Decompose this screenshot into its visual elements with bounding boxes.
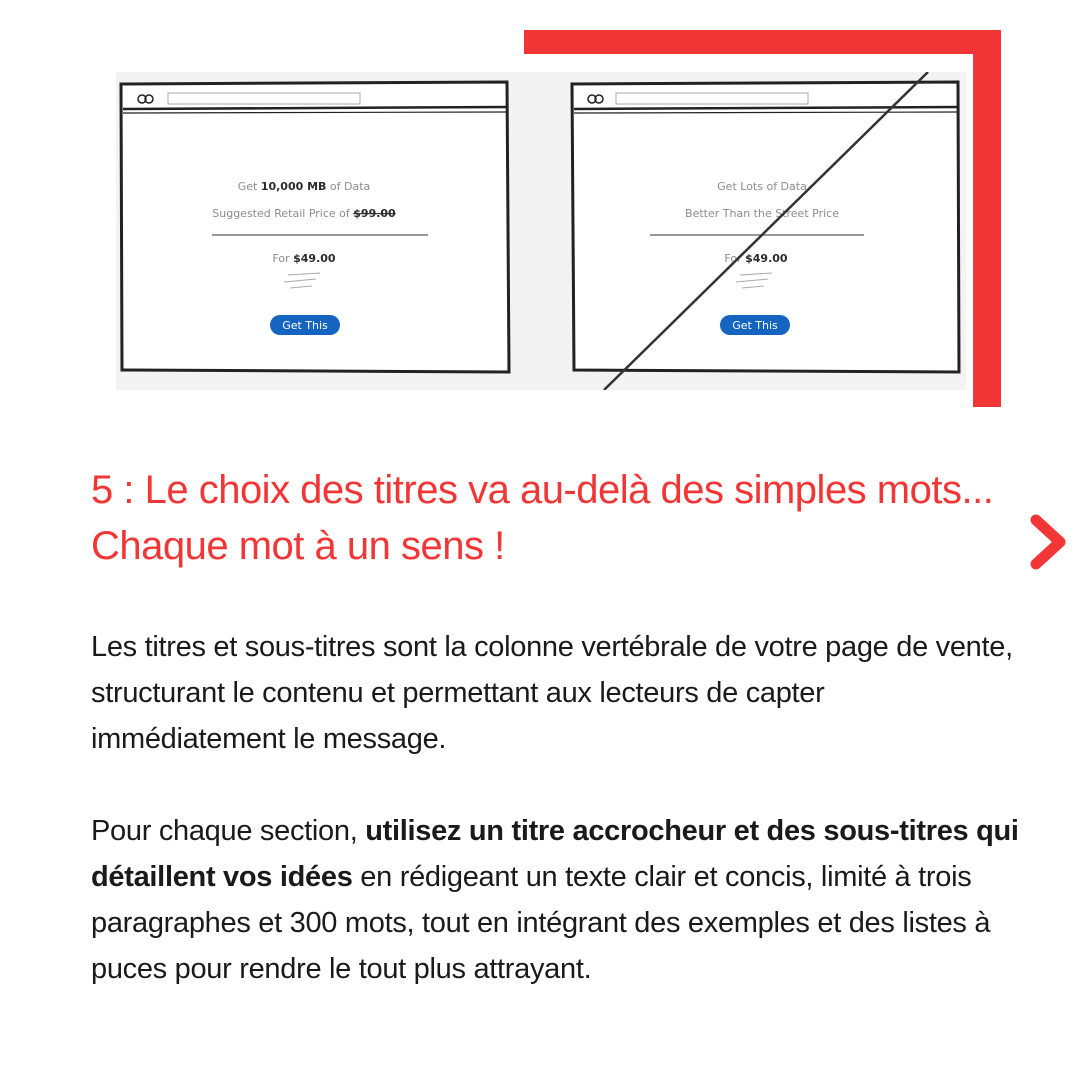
right-price-pre: For <box>724 252 746 265</box>
left-price: $49.00 <box>293 252 336 265</box>
left-browser-mockup <box>121 82 509 372</box>
paragraph-2-rest: en rédigeant un texte clair et concis, limité à trois paragraphes et 300 mots, tout en intégrant des exemples et des listes à puces pour rendre le tout plus attrayant. <box>91 861 991 985</box>
svg-text:For $49.00 <box>272 252 335 265</box>
right-browser-mockup <box>572 72 959 390</box>
left-line1-post: of Data <box>326 180 371 193</box>
right-line1: Get Lots of Data <box>717 180 807 193</box>
svg-text:Suggested Retail Price of $99. <box>212 207 396 220</box>
accent-frame-top <box>524 30 1001 54</box>
left-line2-strike: $99.00 <box>353 207 396 220</box>
accent-frame-right <box>973 30 1001 407</box>
chevron-right-icon[interactable] <box>1026 512 1072 572</box>
right-price: $49.00 <box>745 252 788 265</box>
left-button-label: Get This <box>282 319 328 332</box>
sales-page-illustration <box>116 72 966 390</box>
left-line1-bold: 10,000 MB <box>260 180 327 193</box>
paragraph-2-bold: utilisez un titre accrocheur et des sous-titres qui détaillent vos idées <box>91 815 1019 893</box>
paragraph-1: Les titres et sous-titres sont la colonne vertébrale de votre page de vente, structurant le contenu et permettant aux lecteurs de capter immédiatement le message. <box>91 631 1013 755</box>
left-line1-pre: Get <box>237 180 261 193</box>
left-line2-pre: Suggested Retail Price of <box>212 207 354 220</box>
mockup-sketch <box>116 72 966 390</box>
paragraph-2-lead: Pour chaque section, <box>91 815 366 847</box>
svg-text:Get 10,000 MB of Data <box>238 180 371 193</box>
left-price-pre: For <box>272 252 294 265</box>
right-button-label: Get This <box>732 319 778 332</box>
section-heading: 5 : Le choix des titres va au-delà des simples mots... Chaque mot à un sens ! <box>91 468 994 568</box>
paragraph-2 <box>91 808 1021 992</box>
right-line2: Better Than the Street Price <box>685 207 839 220</box>
